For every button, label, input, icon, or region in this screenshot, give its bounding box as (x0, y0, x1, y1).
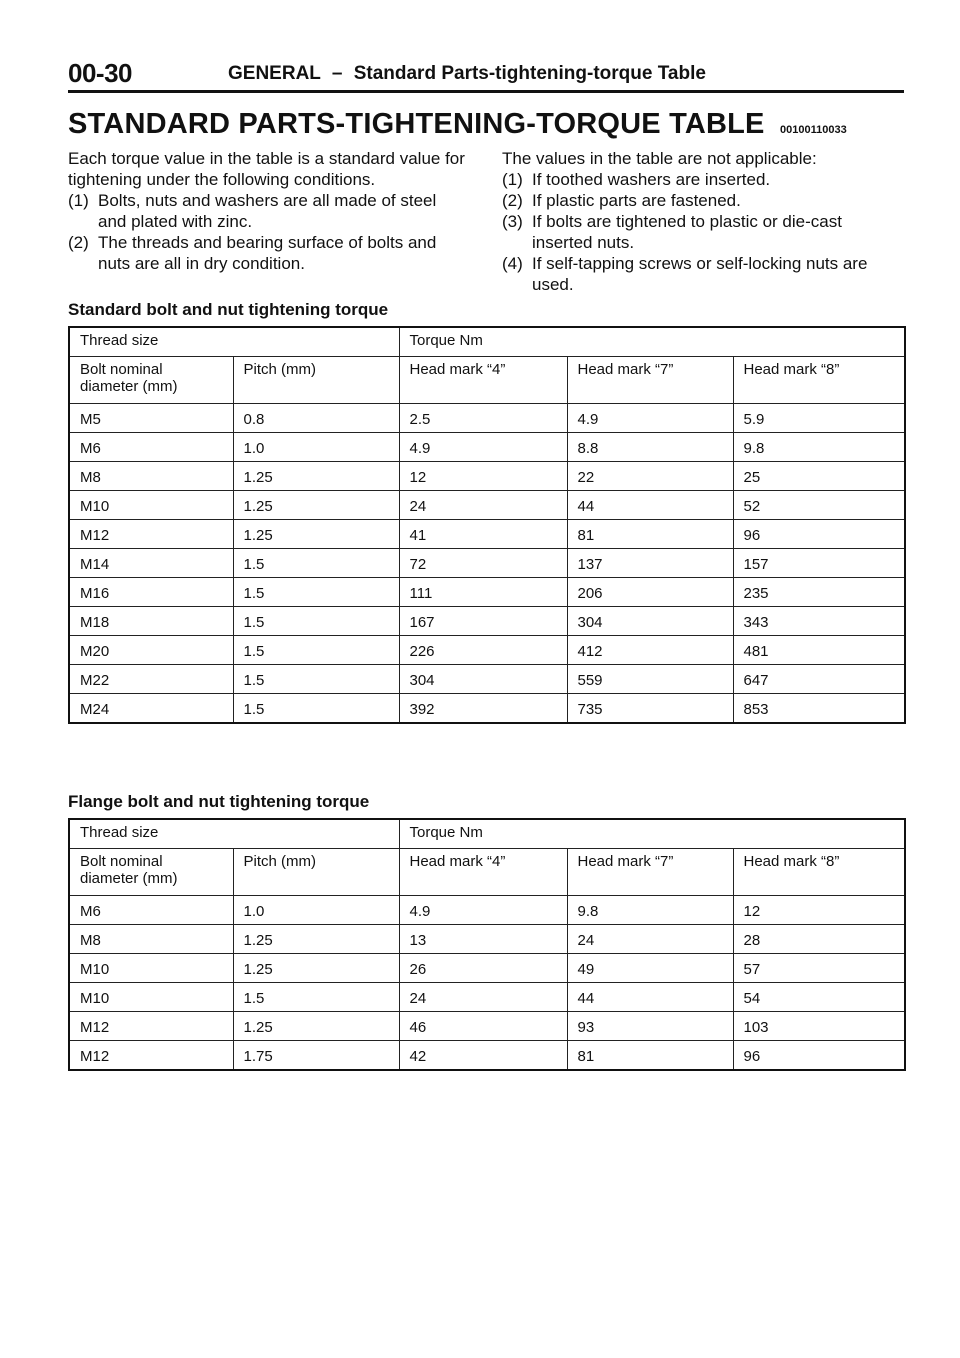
table-row (69, 578, 905, 607)
column-header: Head mark “7” (567, 849, 733, 896)
table-cell: 1.0 (233, 896, 399, 925)
torque-header: Torque Nm (399, 327, 905, 357)
condition-text: The threads and bearing surface of bolts and nuts are all in dry condition. (98, 233, 437, 273)
table-cell: 49 (567, 954, 733, 983)
exception-item (502, 169, 904, 190)
standard-torque-table (68, 326, 906, 724)
table-cell: 1.75 (233, 1041, 399, 1070)
table-cell: M10 (69, 954, 233, 983)
table-cell: 1.25 (233, 462, 399, 491)
table-cell: 52 (733, 491, 905, 520)
table-cell: 1.25 (233, 491, 399, 520)
table-cell: 42 (399, 1041, 567, 1070)
exception-item (502, 211, 904, 253)
table-cell: 24 (399, 491, 567, 520)
table-cell: 28 (733, 925, 905, 954)
table-cell: 1.25 (233, 954, 399, 983)
exception-text: If self-tapping screws or self-locking nuts are used. (532, 254, 868, 294)
header-subsection: Standard Parts-tightening-torque Table (353, 63, 706, 84)
flange-table-caption: Flange bolt and nut tightening torque (68, 792, 370, 811)
page-title: STANDARD PARTS-TIGHTENING-TORQUE TABLE (68, 108, 765, 140)
exception-item (502, 190, 904, 211)
table-cell: M6 (69, 896, 233, 925)
table-cell: 72 (399, 549, 567, 578)
column-header: Pitch (mm) (233, 849, 399, 896)
header-separator: – (331, 63, 343, 84)
table-cell: 226 (399, 636, 567, 665)
table-cell: 1.5 (233, 983, 399, 1012)
table-header-row (69, 819, 905, 849)
table-cell: 111 (399, 578, 567, 607)
table-cell: 5.9 (733, 404, 905, 433)
thread-size-header: Thread size (69, 327, 399, 357)
table-cell: 157 (733, 549, 905, 578)
table-cell: 24 (399, 983, 567, 1012)
table-cell: 304 (399, 665, 567, 694)
table-row (69, 1041, 905, 1070)
table-cell: 343 (733, 607, 905, 636)
page-header (68, 58, 904, 90)
table-cell: 81 (567, 520, 733, 549)
table-row (69, 896, 905, 925)
column-header: Head mark “8” (733, 357, 905, 404)
table-row (69, 665, 905, 694)
table-cell: 12 (733, 896, 905, 925)
exception-number: (2) (502, 191, 523, 210)
condition-text: Bolts, nuts and washers are all made of steel and plated with zinc. (98, 191, 437, 231)
table-row (69, 404, 905, 433)
table-cell: 54 (733, 983, 905, 1012)
table-cell: M12 (69, 520, 233, 549)
table-cell: 12 (399, 462, 567, 491)
exception-text: If bolts are tightened to plastic or die-cast inserted nuts. (532, 212, 842, 252)
table-cell: 41 (399, 520, 567, 549)
table-cell: M14 (69, 549, 233, 578)
table-cell: 167 (399, 607, 567, 636)
document-code: 00100110033 (780, 124, 847, 136)
table-header-row (69, 327, 905, 357)
table-cell: 81 (567, 1041, 733, 1070)
table-cell: 1.5 (233, 694, 399, 723)
table-cell: 735 (567, 694, 733, 723)
table-cell: M16 (69, 578, 233, 607)
table-cell: 2.5 (399, 404, 567, 433)
table-cell: 1.5 (233, 607, 399, 636)
table-cell: 22 (567, 462, 733, 491)
table-row (69, 462, 905, 491)
table-cell: M5 (69, 404, 233, 433)
table-cell: 647 (733, 665, 905, 694)
table-cell: 1.5 (233, 549, 399, 578)
table-row (69, 694, 905, 723)
table-cell: 206 (567, 578, 733, 607)
page-number: 00-30 (68, 58, 132, 88)
table-cell: 13 (399, 925, 567, 954)
table-cell: 1.25 (233, 925, 399, 954)
thread-size-header: Thread size (69, 819, 399, 849)
exception-text: If plastic parts are fastened. (532, 191, 741, 210)
table-cell: 4.9 (399, 433, 567, 462)
table-cell: 8.8 (567, 433, 733, 462)
exception-text: If toothed washers are inserted. (532, 170, 771, 189)
table-cell: M18 (69, 607, 233, 636)
table-cell: M12 (69, 1041, 233, 1070)
table-cell: 559 (567, 665, 733, 694)
table-subheader-row (69, 357, 905, 404)
table-cell: 26 (399, 954, 567, 983)
table-cell: 44 (567, 983, 733, 1012)
column-header: Bolt nominal diameter (mm) (69, 849, 233, 896)
table-cell: 4.9 (399, 896, 567, 925)
table-row (69, 549, 905, 578)
table-cell: 57 (733, 954, 905, 983)
exception-number: (4) (502, 254, 523, 273)
table-cell: 9.8 (567, 896, 733, 925)
table-row (69, 925, 905, 954)
exception-number: (3) (502, 212, 523, 231)
standard-table-caption: Standard bolt and nut tightening torque (68, 300, 389, 319)
column-header: Head mark “8” (733, 849, 905, 896)
torque-header: Torque Nm (399, 819, 905, 849)
table-row (69, 433, 905, 462)
table-row (69, 491, 905, 520)
intro-conditions (68, 148, 468, 274)
column-header: Head mark “4” (399, 849, 567, 896)
table-cell: M12 (69, 1012, 233, 1041)
table-cell: 853 (733, 694, 905, 723)
column-header: Head mark “7” (567, 357, 733, 404)
table-cell: 96 (733, 1041, 905, 1070)
table-cell: 1.5 (233, 665, 399, 694)
table-cell: 93 (567, 1012, 733, 1041)
table-subheader-row (69, 849, 905, 896)
table-cell: M10 (69, 983, 233, 1012)
column-header: Bolt nominal diameter (mm) (69, 357, 233, 404)
table-cell: 9.8 (733, 433, 905, 462)
table-cell: 412 (567, 636, 733, 665)
table-cell: 481 (733, 636, 905, 665)
table-cell: 103 (733, 1012, 905, 1041)
table-cell: 137 (567, 549, 733, 578)
table-row (69, 607, 905, 636)
table-cell: 392 (399, 694, 567, 723)
table-row (69, 954, 905, 983)
table-cell: M22 (69, 665, 233, 694)
table-cell: 44 (567, 491, 733, 520)
table-cell: 235 (733, 578, 905, 607)
table-cell: M20 (69, 636, 233, 665)
condition-item (68, 190, 468, 232)
table-cell: 1.25 (233, 1012, 399, 1041)
table-row (69, 636, 905, 665)
table-row (69, 983, 905, 1012)
header-rule (68, 90, 904, 93)
table-row (69, 1012, 905, 1041)
header-section: GENERAL (228, 63, 321, 84)
table-cell: 1.25 (233, 520, 399, 549)
table-cell: M8 (69, 462, 233, 491)
table-cell: M6 (69, 433, 233, 462)
condition-number: (1) (68, 191, 89, 210)
table-cell: M8 (69, 925, 233, 954)
exception-number: (1) (502, 170, 523, 189)
table-cell: 304 (567, 607, 733, 636)
table-cell: 0.8 (233, 404, 399, 433)
condition-number: (2) (68, 233, 89, 252)
intro-conditions-lead: Each torque value in the table is a standard value for tightening under the following conditions. (68, 149, 465, 189)
header-title (228, 63, 706, 85)
condition-item (68, 232, 468, 274)
table-cell: 1.0 (233, 433, 399, 462)
table-cell: 46 (399, 1012, 567, 1041)
table-cell: 4.9 (567, 404, 733, 433)
table-cell: 1.5 (233, 636, 399, 665)
column-header: Pitch (mm) (233, 357, 399, 404)
table-cell: 24 (567, 925, 733, 954)
intro-exceptions (502, 148, 904, 295)
table-cell: 1.5 (233, 578, 399, 607)
intro-exceptions-lead: The values in the table are not applicable: (502, 149, 817, 168)
flange-torque-table (68, 818, 906, 1071)
table-cell: M10 (69, 491, 233, 520)
table-row (69, 520, 905, 549)
exception-item (502, 253, 904, 295)
column-header: Head mark “4” (399, 357, 567, 404)
table-cell: M24 (69, 694, 233, 723)
table-cell: 25 (733, 462, 905, 491)
table-cell: 96 (733, 520, 905, 549)
